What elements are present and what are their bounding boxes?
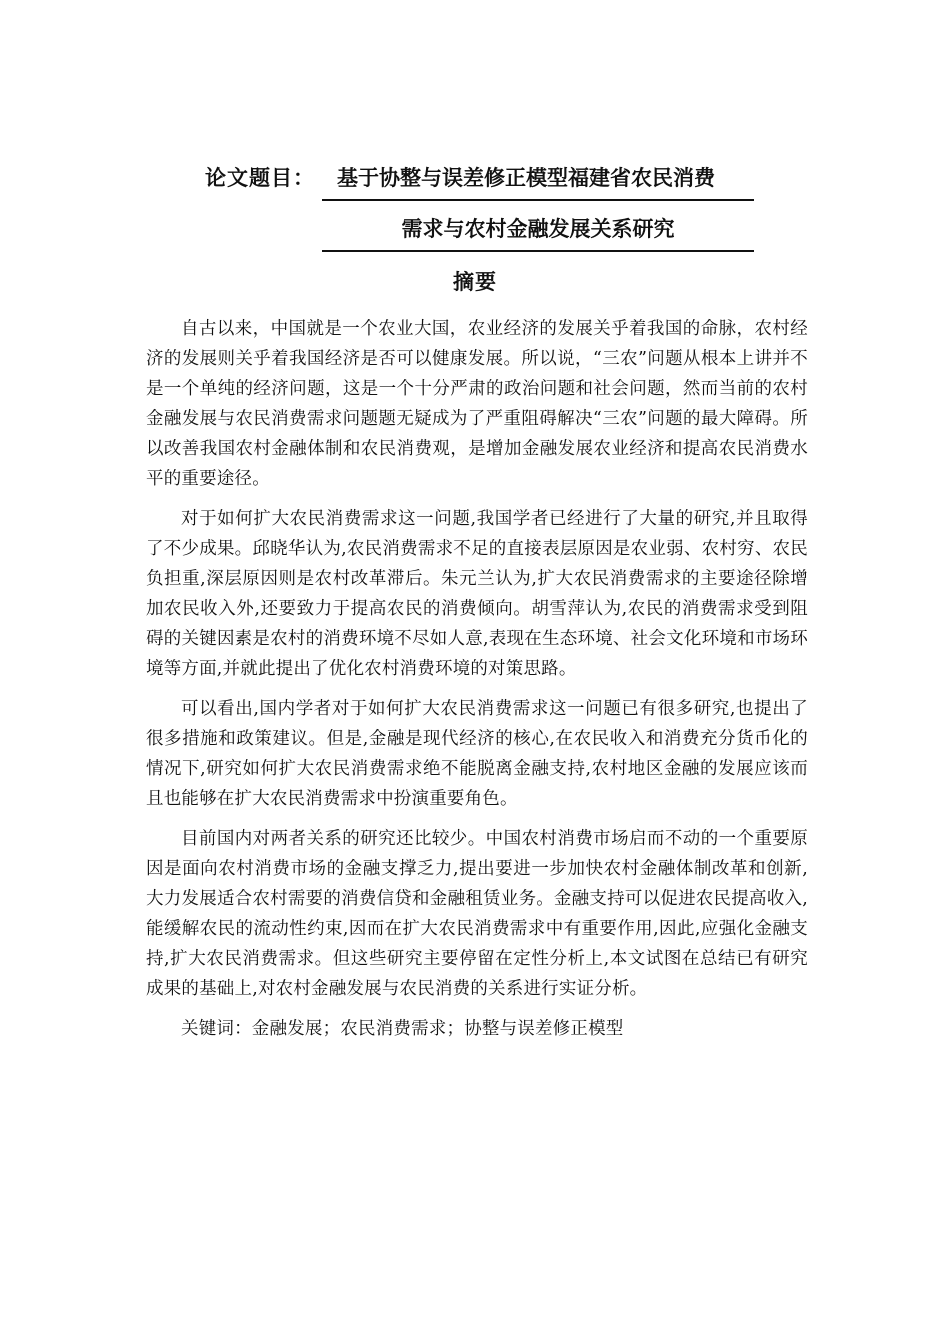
abstract-paragraph-3: 可以看出,国内学者对于如何扩大农民消费需求这一问题已有很多研究,也提出了很多措施和政策建议。但是,金融是现代经济的核心,在农民收入和消费充分货币化的情况下,研究如何扩大农民消费需求绝不能脱离金融支持,农村地区金融的发展应该而且也能够在扩大农民消费需求中扮演重要角色。 [146,699,808,809]
thesis-title-line-1: 基于协整与误差修正模型福建省农民消费 [322,162,754,201]
abstract-heading: 摘要 [453,270,497,294]
thesis-title-line-2: 需求与农村金融发展关系研究 [322,213,754,252]
abstract-paragraph-1: 自古以来，中国就是一个农业大国，农业经济的发展关乎着我国的命脉，农村经济的发展则关乎着我国经济是否可以健康发展。所以说，“三农”问题从根本上讲并不是一个单纯的经济问题，这是一个十分严肃的政治问题和社会问题，然而当前的农村金融发展与农民消费需求问题题无疑成为了严重阻碍解决“三农”问题的最大障碍。所以改善我国农村金融体制和农民消费观，是增加金融发展农业经济和提高农民消费水平的重要途径。 [146,319,808,489]
abstract-paragraph-2: 对于如何扩大农民消费需求这一问题,我国学者已经进行了大量的研究,并且取得了不少成果。邱晓华认为,农民消费需求不足的直接表层原因是农业弱、农村穷、农民负担重,深层原因则是农村改革滞后。朱元兰认为,扩大农民消费需求的主要途径除增加农民收入外,还要致力于提高农民的消费倾向。胡雪萍认为,农民的消费需求受到阻碍的关键因素是农村的消费环境不尽如人意,表现在生态环境、社会文化环境和市场环境等方面,并就此提出了优化农村消费环境的对策思路。 [146,509,808,679]
abstract-paragraph-4: 目前国内对两者关系的研究还比较少。中国农村消费市场启而不动的一个重要原因是面向农村消费市场的金融支撑乏力,提出要进一步加快农村金融体制改革和创新,大力发展适合农村需要的消费信贷和金融租赁业务。金融支持可以促进农民提高收入,能缓解农民的流动性约束,因而在扩大农民消费需求中有重要作用,因此,应强化金融支持,扩大农民消费需求。但这些研究主要停留在定性分析上,本文试图在总结已有研究成果的基础上,对农村金融发展与农民消费的关系进行实证分析。 [146,829,808,999]
thesis-title-label: 论文题目： [205,166,315,190]
abstract-body [146,314,808,1044]
keywords-line: 关键词：金融发展；农民消费需求；协整与误差修正模型 [181,1019,624,1039]
